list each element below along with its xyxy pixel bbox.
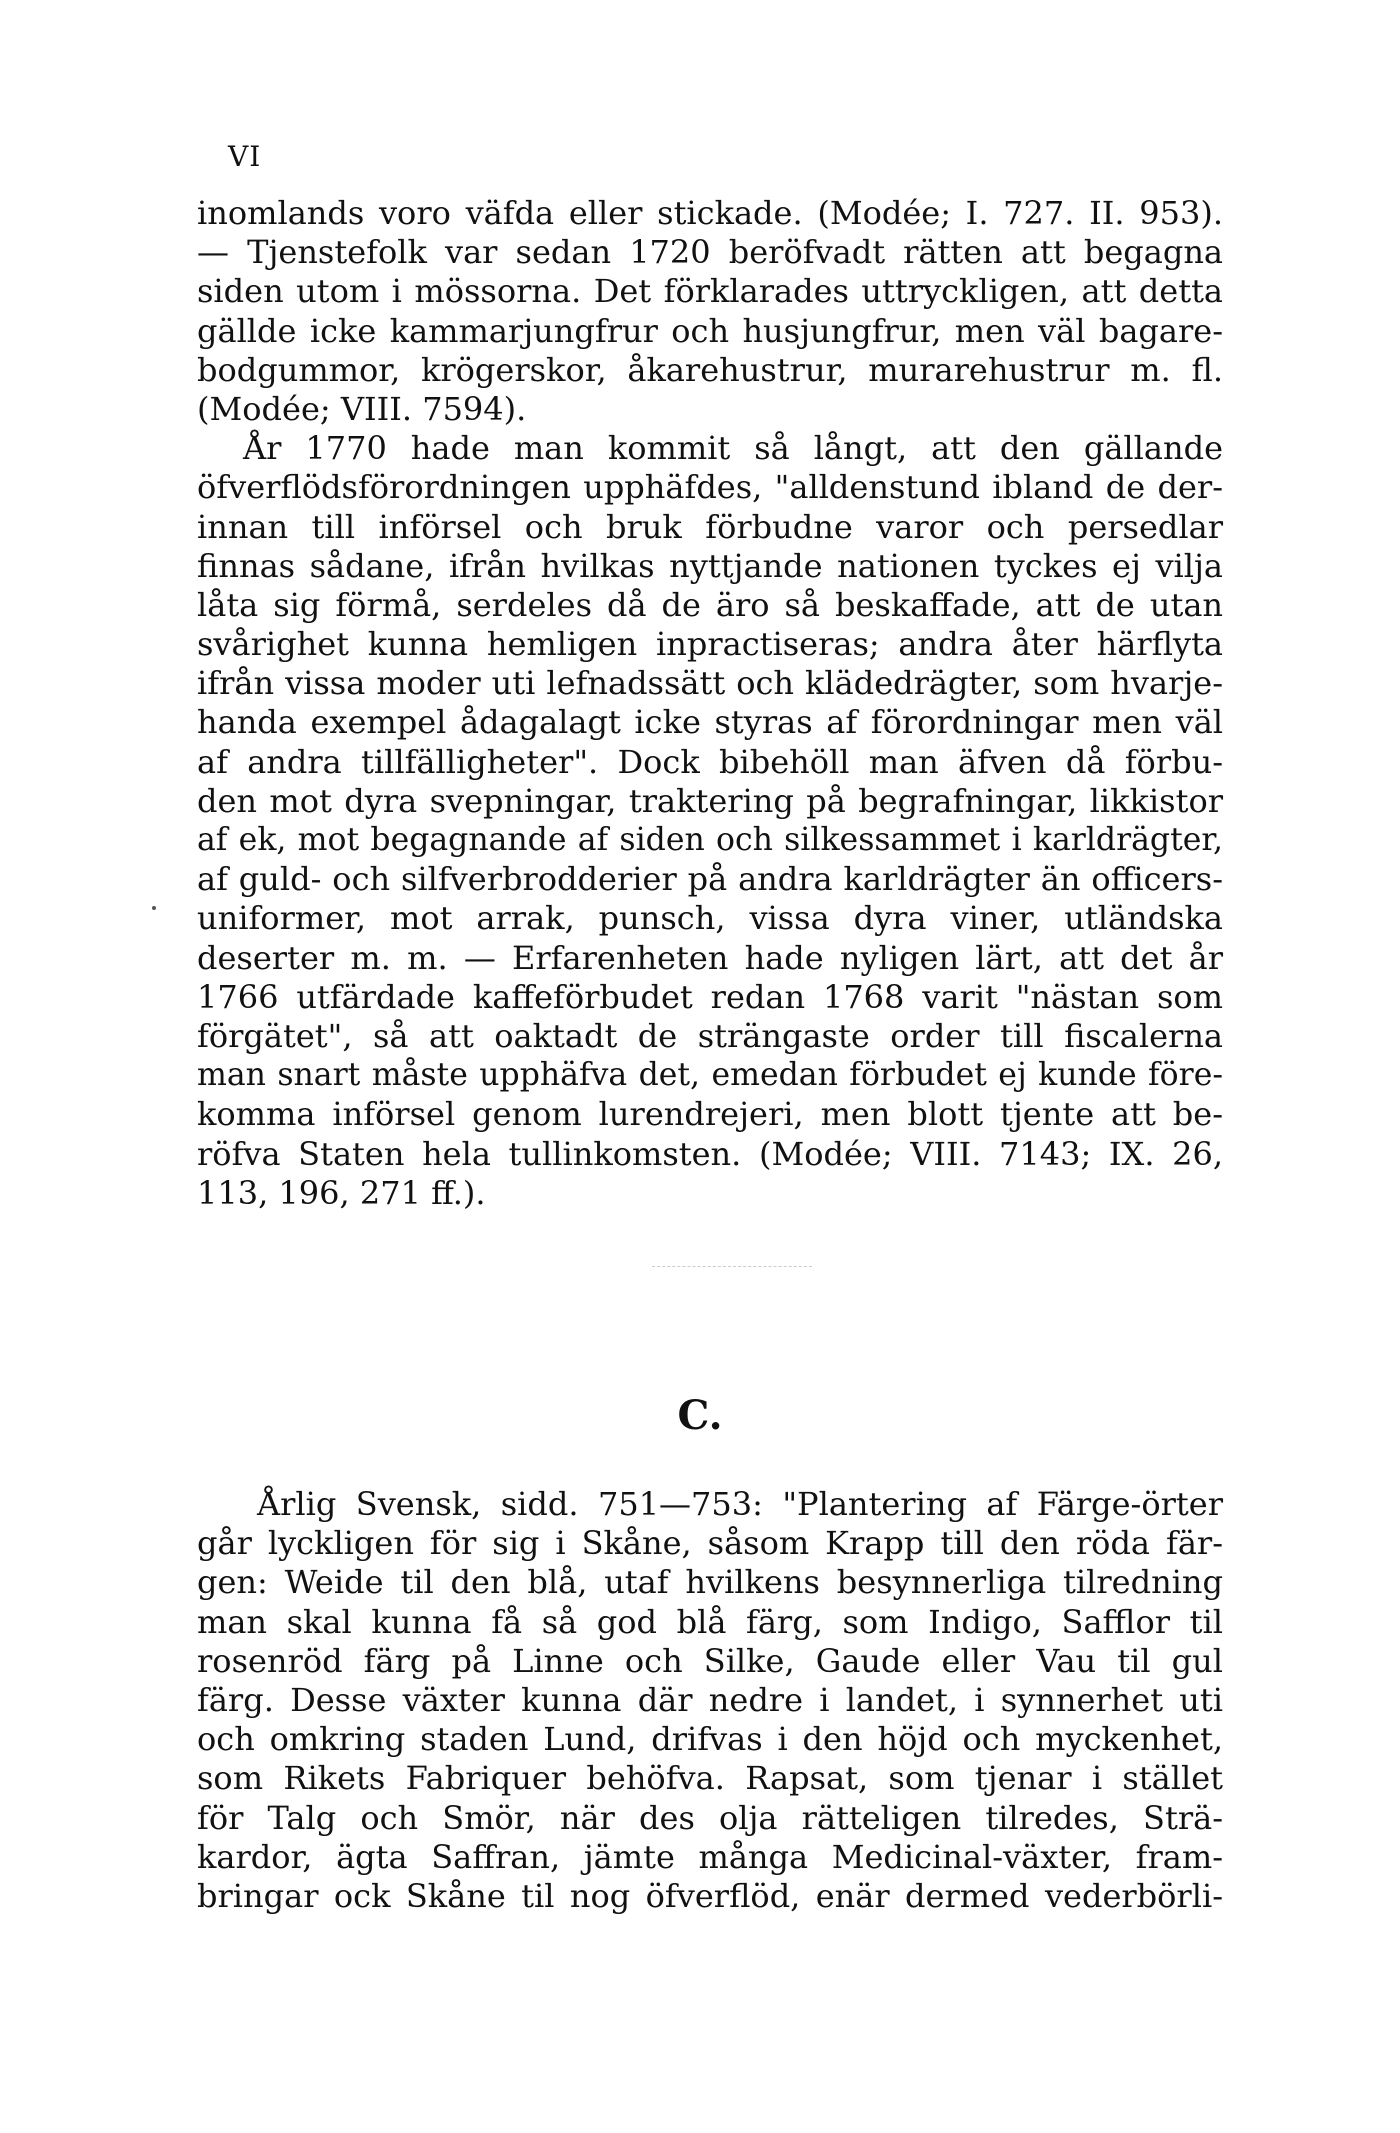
section-heading: C. <box>677 1392 723 1439</box>
text-line: röfva Staten hela tullinkomsten. (Modée; VIII. 7143; IX. 26, <box>197 1134 1223 1173</box>
text-line: finnas sådane, ifrån hvilkas nyttjande nationen tyckes ej vilja <box>197 546 1223 585</box>
text-line: och omkring staden Lund, drifvas i den höjd och myckenhet, <box>197 1720 1223 1759</box>
text-line: färg. Desse växter kunna där nedre i landet, i synnerhet uti <box>197 1680 1223 1719</box>
text-line: inomlands voro väfda eller stickade. (Modée; I. 727. II. 953). <box>197 194 1223 232</box>
text-line: af ek, mot begagnande af siden och silkessammet i karldrägter, <box>197 822 1223 858</box>
text-line: innan till införsel och bruk förbudne varor och persedlar <box>197 507 1223 546</box>
text-line: siden utom i mössorna. Det förklarades uttryckligen, att detta <box>197 272 1223 311</box>
section-c-text <box>197 1485 1223 1916</box>
page-number: VI <box>228 140 262 173</box>
text-line: bringar ock Skåne til nog öfverflöd, enär dermed vederbörli- <box>197 1876 1223 1915</box>
text-line: af guld- och silfverbrodderier på andra karldrägter än officers- <box>197 860 1223 899</box>
text-line: öfverflödsförordningen upphäfdes, "alldenstund ibland de der- <box>197 468 1223 507</box>
text-line: man skal kunna få så god blå färg, som Indigo, Safflor til <box>197 1602 1223 1641</box>
section-a-text <box>197 194 1223 1213</box>
text-line: komma införsel genom lurendrejeri, men blott tjente att be- <box>197 1095 1223 1134</box>
text-line: af andra tillfälligheter". Dock bibehöll man äfven då förbu- <box>197 742 1223 781</box>
text-line: den mot dyra svepningar, traktering på begrafningar, likkistor <box>197 781 1223 820</box>
scan-speck <box>152 906 156 910</box>
text-line: deserter m. m. — Erfarenheten hade nyligen lärt, att det år <box>197 938 1223 977</box>
text-line: År 1770 hade man kommit så långt, att den gällande <box>243 429 1223 468</box>
text-line: 1766 utfärdade kaffeförbudet redan 1768 varit "nästan som <box>197 977 1223 1016</box>
text-line: förgätet", så att oaktadt de strängaste order till fiscalerna <box>197 1016 1223 1055</box>
text-line: svårighet kunna hemligen inpractiseras; andra åter härflyta <box>197 625 1223 664</box>
text-line: gen: Weide til den blå, utaf hvilkens besynnerliga tilredning <box>197 1563 1223 1602</box>
text-line: ifrån vissa moder uti lefnadssätt och klädedrägter, som hvarje- <box>197 664 1223 703</box>
text-line: kardor, ägta Saffran, jämte många Medicinal-växter, fram- <box>197 1837 1223 1876</box>
text-line: man snart måste upphäfva det, emedan förbudet ej kunde före- <box>197 1057 1223 1094</box>
text-line: 113, 196, 271 ff.). <box>197 1173 486 1212</box>
text-line: — Tjenstefolk var sedan 1720 beröfvadt rätten att begagna <box>197 233 1223 272</box>
text-line: Årlig Svensk, sidd. 751—753: "Plantering af Färge-örter <box>257 1485 1223 1523</box>
text-line: (Modée; VIII. 7594). <box>197 389 527 428</box>
text-line: uniformer, mot arrak, punsch, vissa dyra viner, utländska <box>197 899 1223 938</box>
text-line: rosenröd färg på Linne och Silke, Gaude eller Vau til gul <box>197 1641 1223 1680</box>
section-divider <box>652 1266 812 1267</box>
text-line: går lyckligen för sig i Skåne, såsom Krapp till den röda fär- <box>197 1524 1223 1563</box>
text-line: låta sig förmå, serdeles då de äro så beskaffade, att de utan <box>197 585 1223 624</box>
text-line: gällde icke kammarjungfrur och husjungfrur, men väl bagare- <box>197 311 1223 350</box>
text-line: för Talg och Smör, när des olja rätteligen tilredes, Strä- <box>197 1798 1223 1837</box>
text-line: som Rikets Fabriquer behöfva. Rapsat, som tjenar i stället <box>197 1759 1223 1798</box>
text-line: handa exempel ådagalagt icke styras af förordningar men väl <box>197 703 1223 742</box>
text-line: bodgummor, krögerskor, åkarehustrur, murarehustrur m. fl. <box>197 350 1223 389</box>
